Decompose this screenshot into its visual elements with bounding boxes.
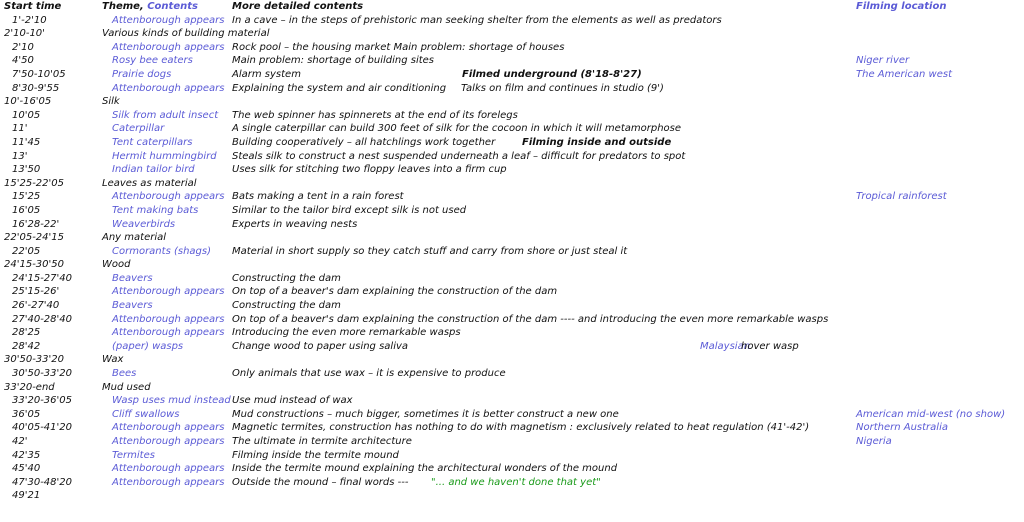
row-start-time: 7'50-10'05 [12, 68, 66, 80]
section-row [0, 95, 1024, 109]
row-start-time: 24'15-27'40 [12, 272, 73, 284]
row-detail: Steals silk to construct a nest suspended underneath a leaf – difficult for predators to spot [232, 150, 686, 162]
section-row [0, 258, 1024, 272]
table-row [0, 218, 1024, 232]
row-theme: Attenborough appears [112, 327, 225, 339]
row-detail: Material in short supply so they catch stuff and carry from shore or just steal it [232, 245, 628, 257]
row-start-time: 2'10 [12, 41, 34, 53]
row-start-time: 36'05 [12, 408, 41, 420]
row-detail: In a cave – in the steps of prehistoric man seeking shelter from the elements as well as predators [232, 14, 722, 26]
table-row [0, 449, 1024, 463]
section-title: Various kinds of building material [102, 28, 270, 40]
row-theme: Caterpillar [112, 123, 165, 135]
row-detail: Alarm system [232, 68, 301, 80]
table-row [0, 299, 1024, 313]
row-start-time: 42' [12, 436, 28, 447]
row-theme: Attenborough appears [112, 286, 225, 298]
row-theme: Prairie dogs [112, 68, 172, 80]
header-start-time: Start time [4, 1, 62, 12]
row-emphasis-note: Filmed underground (8'18-8'27) [462, 68, 642, 80]
header-detail: More detailed contents [232, 1, 364, 12]
table-row [0, 41, 1024, 55]
table-row [0, 313, 1024, 327]
section-title: Wax [102, 354, 124, 366]
table-row [0, 54, 1024, 68]
row-emphasis-note: Filming inside and outside [522, 136, 672, 148]
row-note-rest: hover wasp [741, 340, 799, 352]
row-theme: Attenborough appears [112, 422, 225, 434]
section-title: Any material [102, 232, 167, 244]
row-theme: Beavers [112, 300, 153, 312]
table-row [0, 421, 1024, 435]
table-row [0, 122, 1024, 136]
row-theme: Rosy bee eaters [112, 55, 193, 67]
row-start-time: 15'25-22'05 [4, 177, 65, 189]
section-row [0, 353, 1024, 367]
row-detail: Only animals that use wax – it is expensive to produce [232, 368, 506, 380]
table-row [0, 14, 1024, 28]
row-theme: Attenborough appears [112, 191, 225, 203]
row-detail: Explaining the system and air conditioning [232, 82, 447, 94]
table-row [0, 109, 1024, 123]
row-quote: "... and we haven't done that yet" [431, 476, 601, 488]
header-location: Filming location [856, 1, 947, 12]
table-row [0, 435, 1024, 449]
table-row [0, 489, 1024, 503]
row-location: Nigeria [856, 436, 892, 447]
row-detail: Uses silk for stitching two floppy leaves into a firm cup [232, 164, 507, 176]
row-note: Talks on film and continues in studio (9') [461, 82, 664, 94]
table-row [0, 272, 1024, 286]
row-start-time: 22'05 [12, 245, 41, 257]
header-theme-label: Theme, [102, 1, 144, 12]
row-theme: Attenborough appears [112, 436, 225, 447]
table-row [0, 408, 1024, 422]
table-row [0, 394, 1024, 408]
row-start-time: 4'50 [12, 55, 34, 67]
row-start-time: 30'50-33'20 [12, 368, 73, 380]
row-start-time: 15'25 [12, 191, 41, 203]
table-row [0, 326, 1024, 340]
row-detail: Bats making a tent in a rain forest [232, 191, 404, 203]
row-start-time: 33'20-36'05 [12, 395, 73, 407]
row-detail: Main problem: shortage of building sites [232, 55, 435, 67]
row-theme: Indian tailor bird [112, 164, 195, 176]
row-detail: Rock pool – the housing market Main problem: shortage of houses [232, 41, 565, 53]
row-theme: Attenborough appears [112, 41, 225, 53]
row-theme: Attenborough appears [112, 313, 225, 325]
row-theme: Attenborough appears [112, 82, 225, 94]
row-start-time: 45'40 [12, 463, 41, 475]
row-detail: The ultimate in termite architecture [232, 436, 412, 447]
row-detail: On top of a beaver's dam explaining the construction of the dam [232, 286, 558, 298]
table-row [0, 82, 1024, 96]
row-detail: Filming inside the termite mound [232, 449, 399, 461]
row-start-time: 28'42 [12, 340, 41, 352]
row-theme: Hermit hummingbird [112, 150, 217, 162]
row-theme: Silk from adult insect [112, 109, 219, 121]
row-theme: Tent making bats [112, 204, 199, 216]
row-theme: Cormorants (shags) [112, 245, 211, 257]
row-start-time: 42'35 [12, 449, 41, 461]
row-detail: Introducing the even more remarkable wasps [232, 327, 461, 339]
table-row [0, 245, 1024, 259]
row-start-time: 30'50-33'20 [4, 354, 65, 366]
row-start-time: 24'15-30'50 [4, 259, 65, 271]
section-title: Leaves as material [102, 177, 197, 189]
row-start-time: 25'15-26' [12, 286, 60, 298]
section-title: Silk [102, 96, 120, 108]
row-detail: Magnetic termites, construction has nothing to do with magnetism : exclusively related to heat regulation (41'-42') [232, 422, 810, 434]
row-start-time: 16'28-22' [12, 218, 60, 230]
row-start-time: 28'25 [12, 327, 41, 339]
row-start-time: 47'30-48'20 [12, 476, 73, 488]
row-detail: Outside the mound – final words --- [232, 476, 409, 488]
row-start-time: 40'05-41'20 [12, 422, 73, 434]
table-row [0, 150, 1024, 164]
row-detail: Mud constructions – much bigger, sometimes it is better construct a new one [232, 408, 619, 420]
row-note-location: Malaysian [700, 340, 751, 352]
row-detail: Experts in weaving nests [232, 218, 358, 230]
row-start-time: 13' [12, 150, 28, 162]
section-row [0, 27, 1024, 41]
row-theme: Termites [112, 449, 155, 461]
row-start-time: 10'-16'05 [4, 96, 52, 108]
row-location: Niger river [856, 55, 910, 67]
header-contents-label: Contents [147, 1, 198, 12]
row-theme: Beavers [112, 272, 153, 284]
table-row [0, 163, 1024, 177]
row-theme: Attenborough appears [112, 476, 225, 488]
row-start-time: 26'-27'40 [12, 300, 60, 312]
row-location: Tropical rainforest [856, 191, 947, 203]
row-start-time: 16'05 [12, 204, 41, 216]
row-detail: Inside the termite mound explaining the architectural wonders of the mound [232, 463, 618, 475]
table-row [0, 367, 1024, 381]
row-detail: On top of a beaver's dam explaining the construction of the dam ---- and introducing the even more remarkable wasps [232, 313, 829, 325]
table-row [0, 136, 1024, 150]
row-theme: Tent caterpillars [112, 136, 193, 148]
row-start-time: 11'45 [12, 136, 41, 148]
row-detail: The web spinner has spinnerets at the end of its forelegs [232, 109, 518, 121]
section-row [0, 177, 1024, 191]
row-theme: Cliff swallows [112, 408, 180, 420]
row-theme: Weaverbirds [112, 218, 176, 230]
row-location: Northern Australia [856, 422, 948, 434]
table-row [0, 204, 1024, 218]
row-detail: Change wood to paper using saliva [232, 340, 409, 352]
table-body [0, 14, 1024, 503]
table-row [0, 462, 1024, 476]
row-start-time: 11' [12, 123, 28, 135]
row-start-time: 27'40-28'40 [12, 313, 73, 325]
table-row [0, 285, 1024, 299]
row-detail: Constructing the dam [232, 300, 341, 312]
row-start-time: 8'30-9'55 [12, 82, 60, 94]
table-row [0, 190, 1024, 204]
row-detail: Similar to the tailor bird except silk is not used [232, 204, 467, 216]
table-row [0, 68, 1024, 82]
row-start-time: 33'20-end [4, 381, 55, 393]
section-row [0, 231, 1024, 245]
row-theme: Bees [112, 368, 137, 380]
row-start-time: 49'21 [12, 490, 41, 502]
row-location: American mid-west (no show) [856, 408, 1006, 420]
header-row [0, 0, 1024, 14]
row-detail: Use mud instead of wax [232, 395, 353, 407]
section-title: Mud used [102, 381, 151, 393]
row-start-time: 2'10-10' [4, 28, 45, 40]
row-detail: Building cooperatively – all hatchlings work together [232, 136, 496, 148]
row-theme: Wasp uses mud instead [112, 395, 231, 407]
section-row [0, 381, 1024, 395]
row-start-time: 22'05-24'15 [4, 232, 65, 244]
table-row [0, 476, 1024, 490]
row-detail: A single caterpillar can build 300 feet of silk for the cocoon in which it will metamorphose [232, 123, 682, 135]
table-row [0, 340, 1024, 354]
row-detail: Constructing the dam [232, 272, 341, 284]
section-title: Wood [102, 259, 131, 271]
row-theme: (paper) wasps [112, 340, 184, 352]
row-start-time: 10'05 [12, 109, 41, 121]
row-theme: Attenborough appears [112, 463, 225, 475]
row-start-time: 1'-2'10 [12, 14, 47, 26]
row-start-time: 13'50 [12, 164, 41, 176]
row-location: The American west [856, 68, 953, 80]
header-theme [102, 0, 198, 14]
row-theme: Attenborough appears [112, 14, 225, 26]
